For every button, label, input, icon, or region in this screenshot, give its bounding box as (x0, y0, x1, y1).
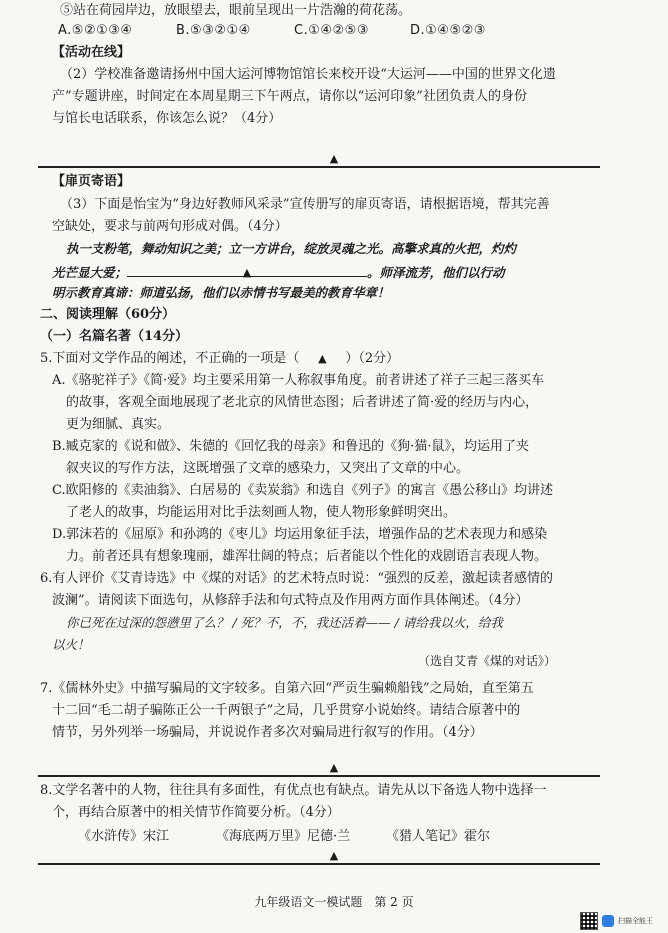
q8-line-2: 个，再结合原著中的相关情节作简要分析。（4分） (52, 805, 340, 820)
options-row (0, 22, 668, 40)
subsection-title: （一）名篇名著（14分） (40, 329, 189, 344)
qr-code-icon (580, 912, 598, 930)
answer-line (38, 166, 600, 168)
choice-3: 《猎人笔记》霍尔 (386, 829, 491, 844)
q5-c-2: 了老人的故事，均能运用对比手法刻画人物，使人物形象鲜明突出。 (66, 505, 457, 520)
q6-line-1: 6.有人评价《艾青诗选》中《煤的对话》的艺术特点时说：“强烈的反差，激起读者感情的 (40, 571, 554, 586)
app-logo-icon (602, 915, 614, 927)
q7-line-1: 7.《儒林外史》中描写骗局的文字较多。自第六回“严贡生骗赖船钱”之局始，直至第五 (40, 681, 534, 696)
section-title: 二、阅读理解（60分） (40, 307, 176, 322)
option-b: B.⑤③②①④ (176, 23, 251, 38)
option-d: D.①④⑤②③ (410, 23, 486, 38)
poem-line-2: 以火！ (52, 637, 90, 652)
option-a: A.⑤②①③④ (58, 23, 133, 38)
blank-line (127, 262, 367, 277)
handwriting-part-1: 光芒显大爱； (52, 265, 128, 280)
q5-a-2: 的故事，客观全面地展现了老北京的风情世态图；后者讲述了简·爱的经历与内心， (66, 395, 539, 410)
handwriting-line-1: 执一支粉笔，舞动知识之美；立一方讲台，绽放灵魂之光。高擎求真的火把，灼灼 (66, 241, 517, 256)
page-footer: 九年级语文一模试题 第 2 页 (254, 895, 414, 909)
answer-marker: ▲ (329, 152, 339, 165)
q2-line-2: 产”专题讲座，时间定在本周星期三下午两点，请你以“运河印象”社团负责人的身份 (52, 89, 527, 104)
scanner-watermark (580, 912, 664, 930)
activity-header: 【活动在线】 (52, 45, 131, 60)
q5-d-1: D.郭沫若的《屈原》和孙鸿的《枣儿》均运用象征手法，增强作品的艺术表现力和感染 (52, 527, 548, 542)
q7-line-3: 情节，另外列举一场骗局，并说说作者多次对骗局进行叙写的作用。（4分） (52, 725, 483, 740)
q7-line-2: 十二回“毛二胡子骗陈正公一千两银子”之局，几乎贯穿小说始终。请结合原著中的 (52, 703, 521, 718)
watermark-text: 扫描全能王 (618, 917, 653, 925)
flyleaf-header: 【扉页寄语】 (52, 174, 131, 189)
poem-line-1: 你已死在过深的怨懑里了么？ / 死？不，不，我还活着—— / 请给我以火，给我 (66, 615, 503, 630)
q3-line-1: （3）下面是怡宝为“身边好教师风采录”宣传册写的扉页寄语，请根据语境，帮其完善 (60, 197, 550, 212)
option-c: C.①④②⑤③ (294, 23, 369, 38)
q5-stem-a: 5.下面对文学作品的阐述，不正确的一项是（ (40, 351, 300, 366)
q2-line-1: （2）学校准备邀请扬州中国大运河博物馆馆长来校开设“大运河——中国的世界文化遗 (60, 67, 556, 82)
q5-d-2: 力。前者还具有想象瑰丽，雄浑壮阔的特点；后者能以个性化的戏剧语言表现人物。 (66, 549, 548, 564)
q6-line-2: 波澜”。请阅读下面选句，从修辞手法和句式特点及作用两方面作具体阐述。（4分） (52, 593, 529, 608)
choice-2: 《海底两万里》尼德·兰 (216, 829, 351, 844)
sentence-5: ⑤站在荷园岸边，放眼望去，眼前呈现出一片浩瀚的荷花荡。 (60, 3, 412, 18)
answer-marker: ▲ (318, 352, 327, 365)
answer-line (38, 775, 600, 777)
q3-line-2: 空缺处，要求与前两句形成对偶。（4分） (52, 219, 288, 234)
handwriting-part-2: 。师泽流芳，他们以行动 (367, 265, 505, 280)
poem-source: （选自艾青《煤的对话》） (418, 654, 557, 668)
q5-c-1: C.欧阳修的《卖油翁》、白居易的《卖炭翁》和选自《列子》的寓言《愚公移山》均讲述 (52, 483, 554, 498)
answer-marker: ▲ (329, 761, 339, 774)
handwriting-line-3: 明示教育真谛：师道弘扬，他们以赤情书写最美的教育华章！ (52, 285, 390, 300)
q5-stem (40, 350, 399, 368)
handwriting-line-2 (52, 262, 505, 282)
q5-b-1: B.臧克家的《说和做》、朱德的《回忆我的母亲》和鲁迅的《狗·猫·鼠》，均运用了夹 (52, 439, 529, 454)
choice-1: 《水浒传》宋江 (78, 829, 170, 844)
q5-stem-b: ）（2分） (345, 351, 400, 366)
answer-marker: ▲ (329, 849, 339, 862)
q8-line-1: 8.文学名著中的人物，往往具有多面性，有优点也有缺点。请先从以下备选人物中选择一 (40, 783, 547, 798)
q5-a-3: 更为细腻、真实。 (66, 417, 171, 432)
answer-line (38, 863, 600, 865)
answer-marker: ▲ (242, 266, 252, 279)
q2-line-3: 与馆长电话联系，你该怎么说？（4分） (52, 111, 282, 126)
q5-a-1: A.《骆驼祥子》《简·爱》均主要采用第一人称叙事角度。前者讲述了祥子三起三落买车 (52, 373, 545, 388)
q5-b-2: 叙夹议的写作方法，这既增强了文章的感染力，又突出了文章的中心。 (66, 461, 470, 476)
